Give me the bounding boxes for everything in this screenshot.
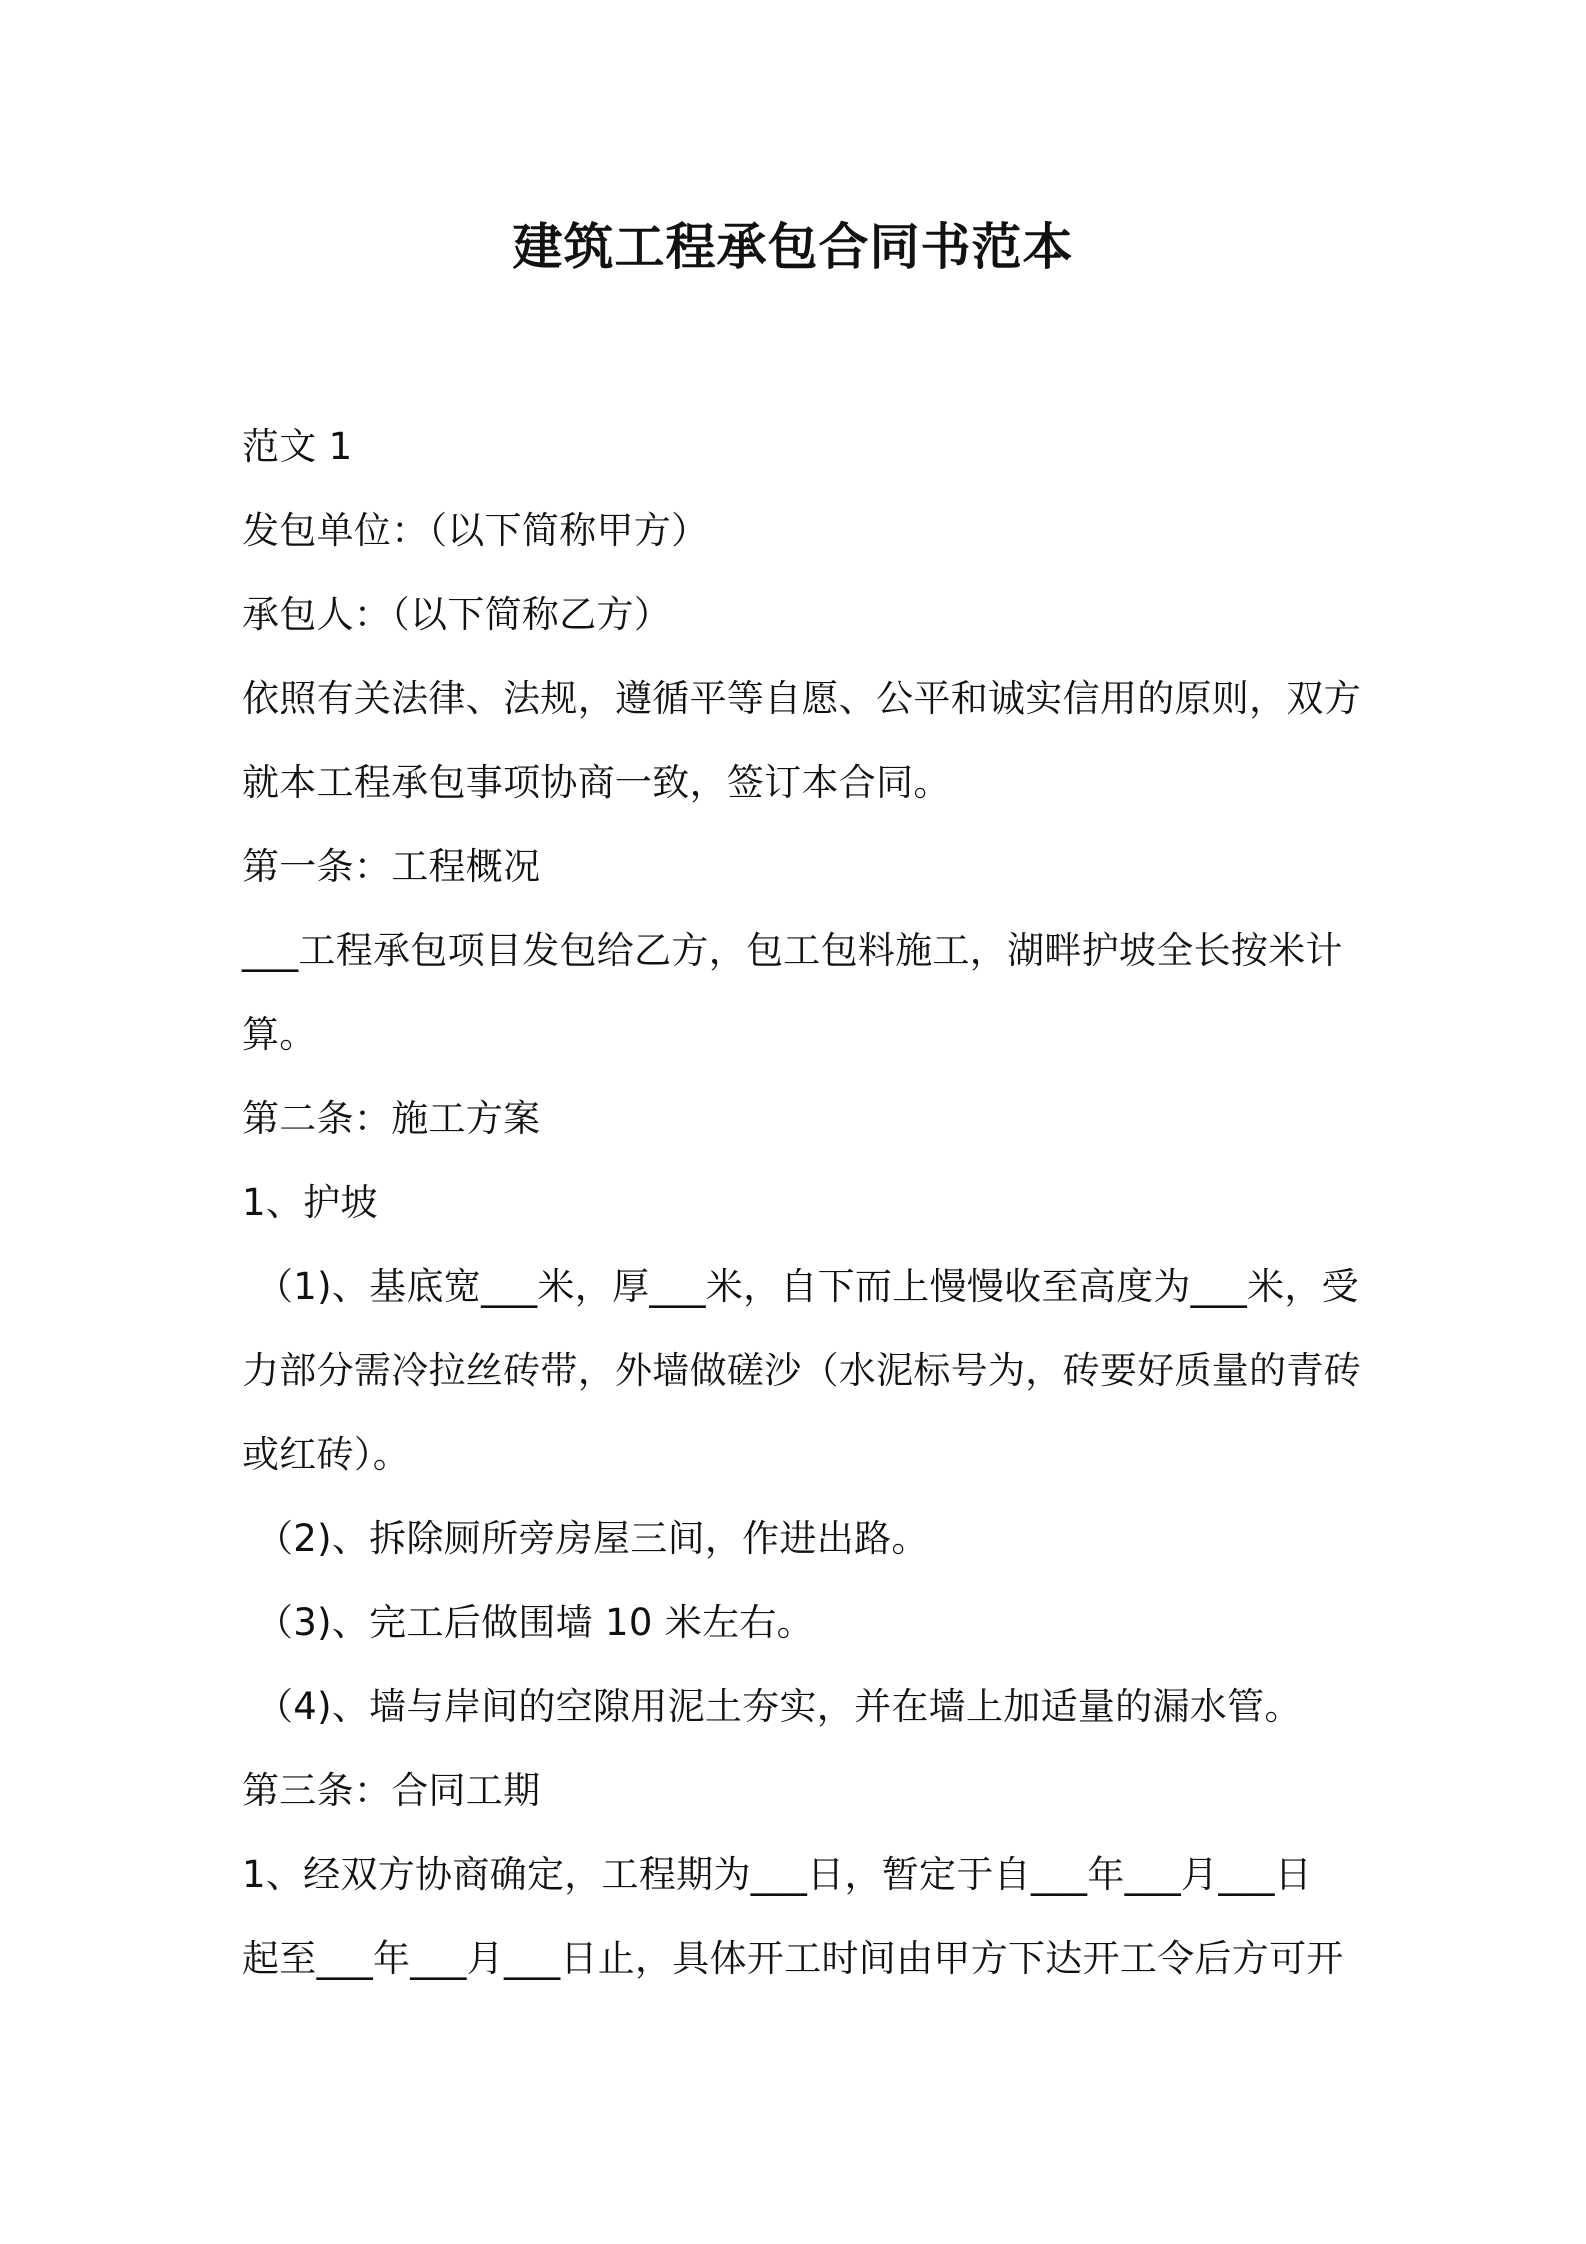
clause-1-text: 或红砖）。	[242, 1433, 410, 1476]
article-3-text: 起至___年___月___日止，具体开工时间由甲方下达开工令后方可开	[242, 1937, 1344, 1980]
clause-1-text: 力部分需冷拉丝砖带，外墙做磋沙（水泥标号为，砖要好质量的青砖	[242, 1349, 1361, 1392]
document-body	[242, 405, 1367, 2001]
article-1-text: ___工程承包项目发包给乙方，包工包料施工，湖畔护坡全长按米计	[242, 929, 1343, 972]
article-2-heading: 第二条：施工方案	[242, 1097, 541, 1140]
party-a-line: 发包单位：（以下简称甲方）	[242, 509, 709, 552]
clause-4-text: （4)、墙与岸间的空隙用泥土夯实，并在墙上加适量的漏水管。	[256, 1685, 1302, 1728]
party-b-line: 承包人：（以下简称乙方）	[242, 593, 672, 636]
clause-1-text: （1)、基底宽___米，厚___米，自下而上慢慢收至高度为___米，受	[256, 1265, 1359, 1308]
article-3-text: 1、经双方协商确定，工程期为___日，暂定于自___年___月___日	[242, 1853, 1313, 1896]
article-1-heading: 第一条：工程概况	[242, 845, 541, 888]
document-title: 建筑工程承包合同书范本	[512, 218, 1074, 276]
preamble-line: 就本工程承包事项协商一致，签订本合同。	[242, 761, 951, 804]
article-1-text: 算。	[242, 1013, 317, 1056]
article-3-heading: 第三条：合同工期	[242, 1769, 541, 1812]
sample-heading: 范文 1	[242, 425, 353, 468]
clause-2-text: （2)、拆除厕所旁房屋三间，作进出路。	[256, 1517, 929, 1560]
section-heading: 1、护坡	[242, 1181, 378, 1224]
preamble-line: 依照有关法律、法规，遵循平等自愿、公平和诚实信用的原则，双方	[242, 677, 1361, 720]
clause-3-text: （3)、完工后做围墙 10 米左右。	[256, 1601, 814, 1644]
